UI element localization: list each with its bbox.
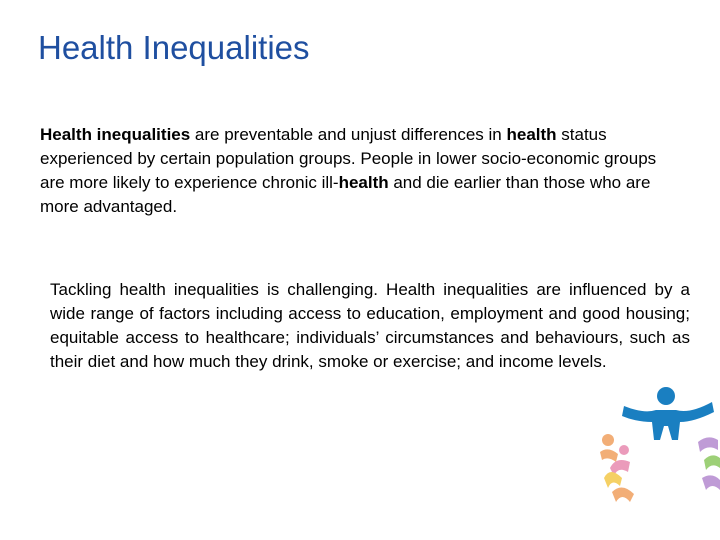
colorful-figures-icon: [600, 434, 720, 502]
paragraph-text-c: and die earlier than those who are more advantaged.: [40, 173, 651, 216]
paragraph-lead-bold: Health inequalities: [40, 125, 191, 144]
paragraph-bold-health-b: health: [338, 173, 389, 192]
paragraph-health-inequalities-definition: [34, 123, 680, 219]
people-circle-logo-icon: [594, 382, 720, 510]
paragraph-tackling-inequalities: Tackling health inequalities is challenging. Health inequalities are influenced by a wide range of factors including access to education, employment and good housing; equitable access to healthcare; individuals’ circumstances and behaviours, such as their diet and how much they drink, smoke or exercise; and income levels.: [50, 280, 690, 371]
slide-title: Health Inequalities: [38, 29, 310, 66]
paragraph-bold-health-a: health: [506, 125, 557, 144]
paragraph-text-a: are preventable and unjust differences in: [190, 125, 507, 144]
blue-figure-icon: [622, 387, 714, 440]
paragraph-text-b: status experienced by certain population groups. People in lower socio-economic groups are more likely to experience chronic ill-: [40, 125, 657, 192]
